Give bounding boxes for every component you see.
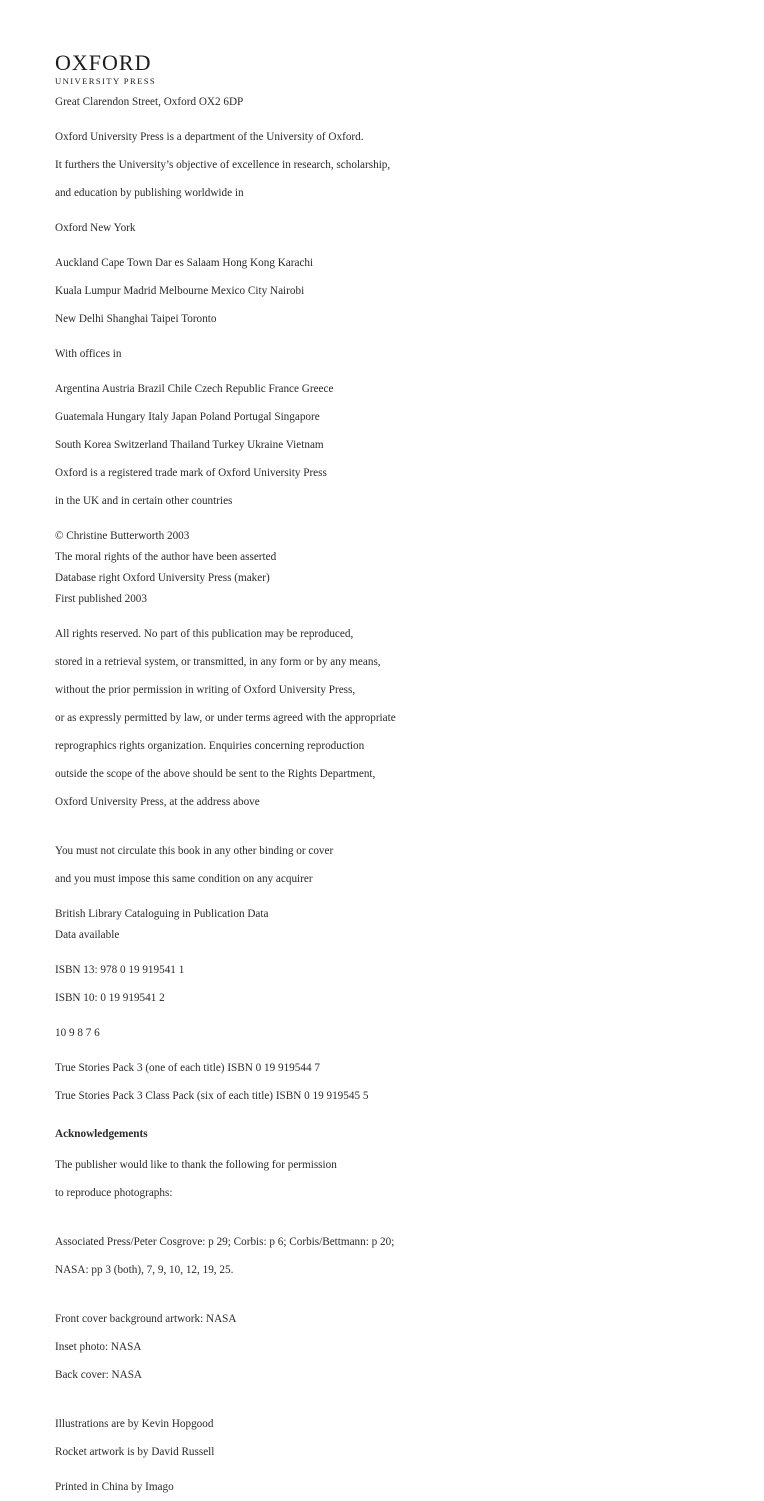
print-line: 10 9 8 7 6 — [55, 1027, 100, 1039]
photo-credits — [55, 1221, 745, 1291]
acknowledgements-heading: Acknowledgements — [55, 1128, 148, 1140]
photo-credit-line: NASA: pp 3 (both), 7, 9, 10, 12, 19, 25. — [55, 1264, 234, 1276]
printed-in: Printed in China by Imago — [55, 1481, 174, 1493]
cities-line: Auckland Cape Town Dar es Salaam Hong Kong Karachi — [55, 257, 314, 269]
copyright-notice: © Christine Butterworth 2003 — [55, 530, 190, 542]
cover-credits — [55, 1298, 745, 1396]
primary-cities: Oxford New York — [55, 222, 136, 234]
isbn-block — [55, 949, 745, 1019]
trademark-line: in the UK and in certain other countries — [55, 495, 233, 507]
offices-line: South Korea Switzerland Thailand Turkey Ukraine Vietnam — [55, 439, 324, 451]
rights-line: reprographics rights organization. Enquiries concerning reproduction — [55, 740, 365, 752]
pack-line: True Stories Pack 3 Class Pack (six of each title) ISBN 0 19 919545 5 — [55, 1090, 369, 1102]
rights-line: All rights reserved. No part of this publication may be reproduced, — [55, 628, 354, 640]
acknowledgements-intro — [55, 1144, 745, 1214]
database-right: Database right Oxford University Press (maker) — [55, 572, 270, 584]
logo-main-text: OXFORD — [55, 50, 152, 75]
illustration-credit-line: Rocket artwork is by David Russell — [55, 1446, 215, 1458]
offices-line: Argentina Austria Brazil Chile Czech Republic France Greece — [55, 383, 334, 395]
cataloguing-data: British Library Cataloguing in Publication Data — [55, 908, 269, 920]
cover-credit-line: Front cover background artwork: NASA — [55, 1313, 237, 1325]
logo-sub-text: UNIVERSITY PRESS — [55, 76, 157, 86]
circulation-line: You must not circulate this book in any other binding or cover — [55, 845, 334, 857]
isbn-13: ISBN 13: 978 0 19 919541 1 — [55, 964, 185, 976]
intro-paragraph — [55, 116, 745, 214]
illustration-credit-line: Illustrations are by Kevin Hopgood — [55, 1418, 214, 1430]
ack-intro-line: The publisher would like to thank the following for permission — [55, 1159, 337, 1171]
rights-line: Oxford University Press, at the address above — [55, 796, 260, 808]
ack-intro-line: to reproduce photographs: — [55, 1187, 173, 1199]
circulation-notice — [55, 830, 745, 900]
circulation-line: and you must impose this same condition on any acquirer — [55, 873, 313, 885]
data-available: Data available — [55, 929, 120, 941]
moral-rights: The moral rights of the author have been asserted — [55, 551, 277, 563]
pack-isbns — [55, 1047, 745, 1117]
rights-line: without the prior permission in writing of Oxford University Press, — [55, 684, 356, 696]
rights-reserved — [55, 613, 745, 823]
illustration-credits — [55, 1403, 745, 1473]
offices-label: With offices in — [55, 348, 122, 360]
publisher-logo — [55, 52, 745, 87]
pack-line: True Stories Pack 3 (one of each title) ISBN 0 19 919544 7 — [55, 1062, 320, 1074]
isbn-10: ISBN 10: 0 19 919541 2 — [55, 992, 165, 1004]
intro-line: Oxford University Press is a department of the University of Oxford. — [55, 131, 364, 143]
cities-list — [55, 242, 745, 340]
cities-line: Kuala Lumpur Madrid Melbourne Mexico City Nairobi — [55, 285, 305, 297]
intro-line: It furthers the University’s objective of excellence in research, scholarship, — [55, 159, 391, 171]
rights-line: outside the scope of the above should be sent to the Rights Department, — [55, 768, 376, 780]
offices-line: Guatemala Hungary Italy Japan Poland Portugal Singapore — [55, 411, 320, 423]
photo-credit-line: Associated Press/Peter Cosgrove: p 29; Corbis: p 6; Corbis/Bettmann: p 20; — [55, 1236, 395, 1248]
first-published: First published 2003 — [55, 593, 147, 605]
copyright-page — [55, 52, 745, 1501]
offices-list — [55, 368, 745, 522]
intro-line: and education by publishing worldwide in — [55, 187, 244, 199]
cover-credit-line: Back cover: NASA — [55, 1369, 142, 1381]
trademark-line: Oxford is a registered trade mark of Oxford University Press — [55, 467, 327, 479]
cover-credit-line: Inset photo: NASA — [55, 1341, 142, 1353]
publisher-address: Great Clarendon Street, Oxford OX2 6DP — [55, 96, 244, 108]
rights-line: or as expressly permitted by law, or under terms agreed with the appropriate — [55, 712, 396, 724]
rights-line: stored in a retrieval system, or transmitted, in any form or by any means, — [55, 656, 381, 668]
cities-line: New Delhi Shanghai Taipei Toronto — [55, 313, 217, 325]
